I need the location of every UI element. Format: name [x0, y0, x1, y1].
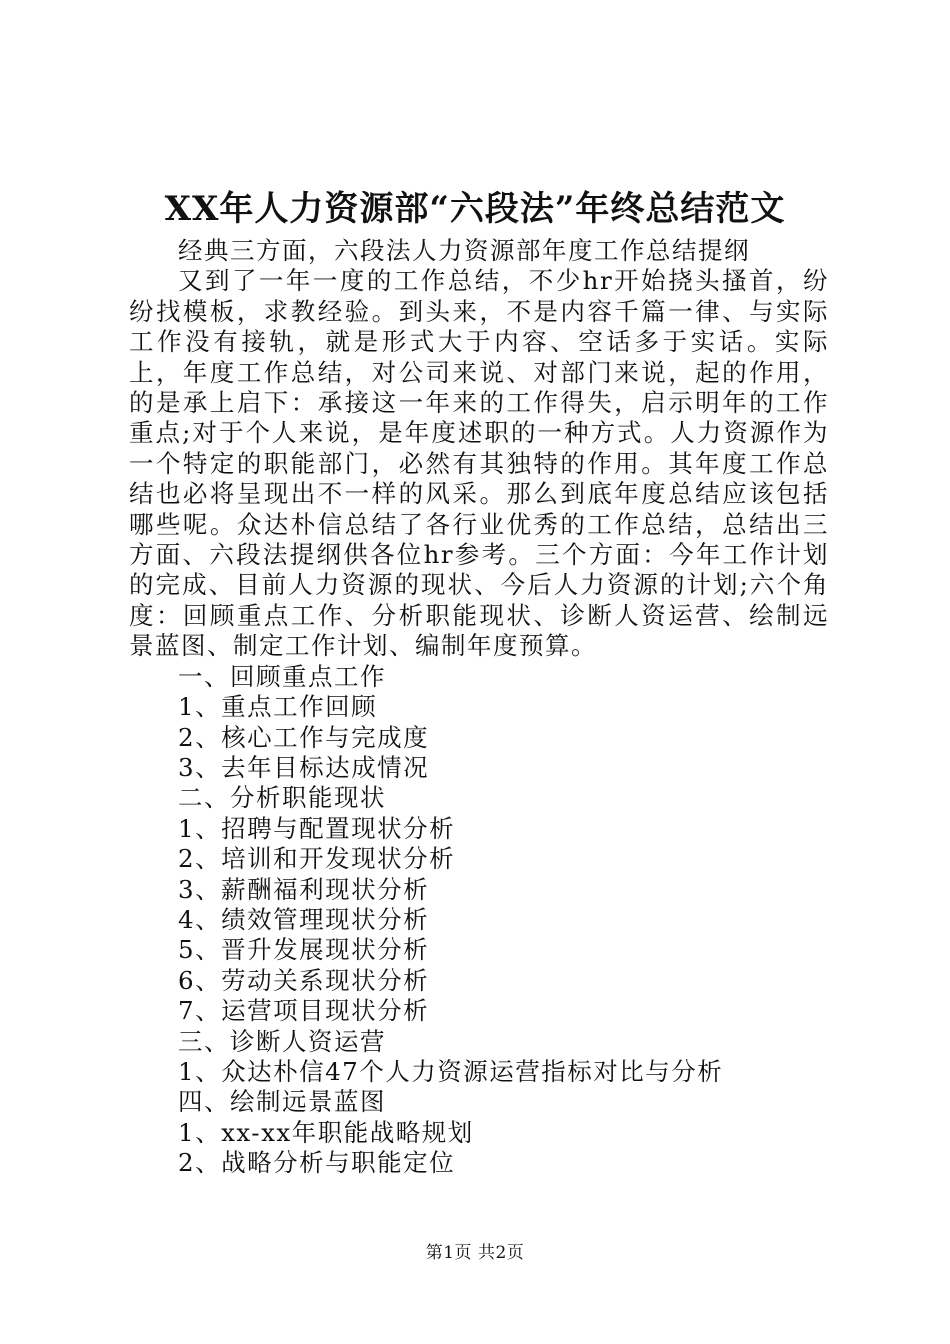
- document-title: XX年人力资源部“六段法”年终总结范文: [164, 189, 786, 229]
- outline-item: 6、劳动关系现状分析: [178, 965, 430, 995]
- outline-section-heading: 三、诊断人资运营: [178, 1026, 386, 1056]
- intro-paragraph: 又到了一年一度的工作总结，不少hr开始挠头搔首，纷纷找模板，求教经验。到头来，不是内容千篇一律、与实际工作没有接轨，就是形式大于内容、空话多于实话。实际上，年度工作总结，对公司来说、对部门来说，起的作用，的是承上启下：承接这一年来的工作得失，启示明年的工作重点;对于个人来说，是年度述职的一种方式。人力资源作为一个特定的职能部门，必然有其独特的作用。其年度工作总结也必将呈现出不一样的风采。那么到底年度总结应该包括哪些呢。众达朴信总结了各行业优秀的工作总结，总结出三方面、六段法提纲供各位hr参考。三个方面：今年工作计划的完成、目前人力资源的现状、今后人力资源的计划;六个角度：回顾重点工作、分析职能现状、诊断人资运营、绘制远景蓝图、制定工作计划、编制年度预算。: [129, 266, 829, 661]
- outline-item: 1、xx-xx年职能战略规划: [178, 1117, 474, 1147]
- outline-item: 1、招聘与配置现状分析: [178, 813, 456, 843]
- outline-item: 3、薪酬福利现状分析: [178, 874, 430, 904]
- outline-item: 2、培训和开发现状分析: [178, 844, 456, 874]
- outline-item: 2、战略分析与职能定位: [178, 1148, 456, 1178]
- outline-item: 3、去年目标达成情况: [178, 752, 430, 782]
- outline-item: 5、晋升发展现状分析: [178, 935, 430, 965]
- outline-section-heading: 一、回顾重点工作: [178, 661, 386, 691]
- page-number-footer: 第1页 共2页: [425, 1243, 525, 1263]
- outline-item: 1、重点工作回顾: [178, 692, 378, 722]
- outline-item: 2、核心工作与完成度: [178, 722, 430, 752]
- outline-section-heading: 四、绘制远景蓝图: [178, 1087, 386, 1117]
- document-subtitle: 经典三方面，六段法人力资源部年度工作总结提纲: [178, 236, 750, 265]
- outline-section-heading: 二、分析职能现状: [178, 783, 386, 813]
- outline-item: 1、众达朴信47个人力资源运营指标对比与分析: [178, 1056, 724, 1086]
- outline-item: 4、绩效管理现状分析: [178, 904, 430, 934]
- document-body: [129, 236, 829, 1179]
- outline-item: 7、运营项目现状分析: [178, 996, 430, 1026]
